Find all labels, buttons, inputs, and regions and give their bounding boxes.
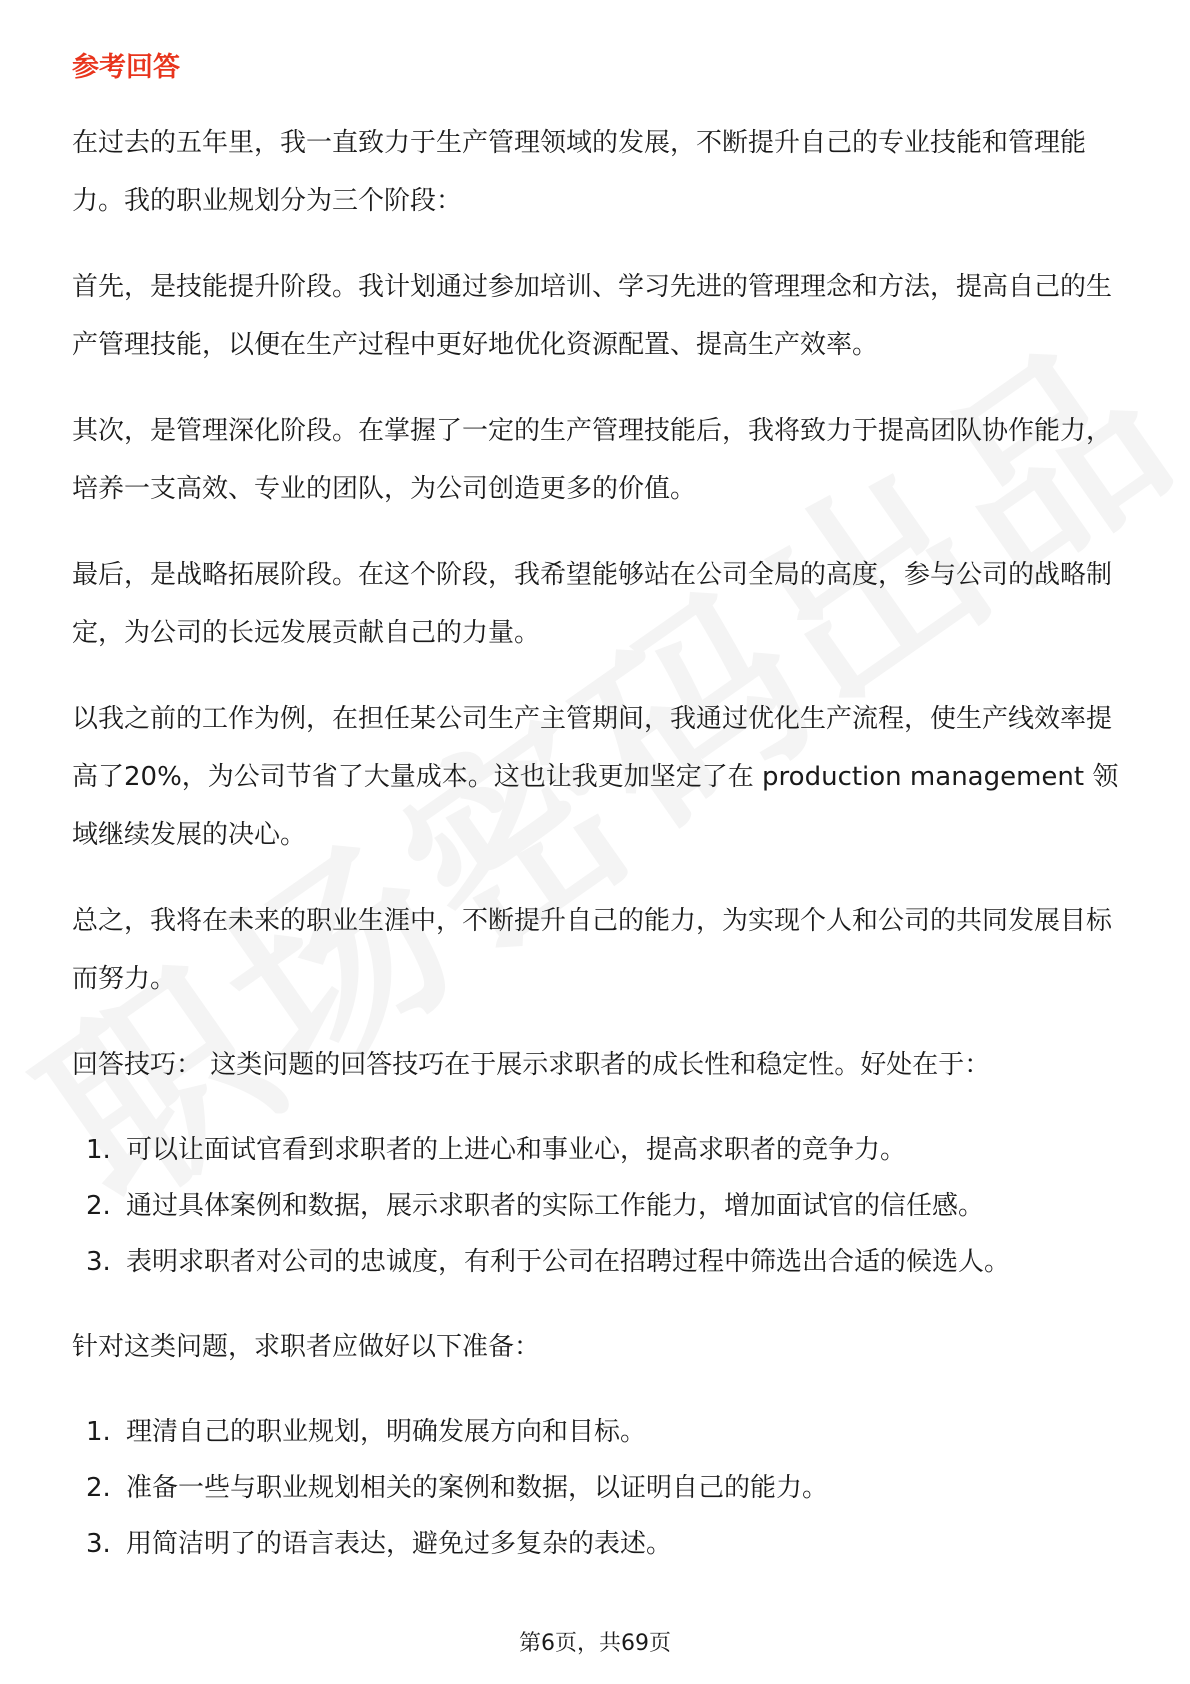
- list-text: 准备一些与职业规划相关的案例和数据，以证明自己的能力。: [126, 1473, 829, 1503]
- paragraph: 最后，是战略拓展阶段。在这个阶段，我希望能够站在公司全局的高度，参与公司的战略制定，为公司的长远发展贡献自己的力量。: [72, 560, 1113, 648]
- page-footer: 第6页，共69页: [519, 1631, 671, 1656]
- list-number: 3.: [86, 1247, 111, 1277]
- list-item: [72, 1516, 1120, 1572]
- list-item: [72, 1234, 1120, 1290]
- section-heading: 参考回答: [72, 52, 180, 83]
- paragraph: 其次，是管理深化阶段。在掌握了一定的生产管理技能后，我将致力于提高团队协作能力，培养一支高效、专业的团队，为公司创造更多的价值。: [72, 416, 1113, 504]
- paragraph: 以我之前的工作为例，在担任某公司生产主管期间，我通过优化生产流程，使生产线效率提高了20%，为公司节省了大量成本。这也让我更加坚定了在 production management 领域继续发展的决心。: [72, 704, 1119, 850]
- list-text: 表明求职者对公司的忠诚度，有利于公司在招聘过程中筛选出合适的候选人。: [126, 1247, 1011, 1277]
- list-number: 3.: [86, 1529, 111, 1559]
- list-item: [72, 1178, 1120, 1234]
- list-item: [72, 1404, 1120, 1460]
- list-text: 通过具体案例和数据，展示求职者的实际工作能力，增加面试官的信任感。: [126, 1191, 985, 1221]
- paragraph: 首先，是技能提升阶段。我计划通过参加培训、学习先进的管理理念和方法，提高自己的生产管理技能，以便在生产过程中更好地优化资源配置、提高生产效率。: [72, 272, 1113, 360]
- paragraph: 总之，我将在未来的职业生涯中，不断提升自己的能力，为实现个人和公司的共同发展目标而努力。: [72, 906, 1113, 994]
- paragraph: 在过去的五年里，我一直致力于生产管理领域的发展，不断提升自己的专业技能和管理能力。我的职业规划分为三个阶段：: [72, 128, 1087, 216]
- tips-intro: 回答技巧： 这类问题的回答技巧在于展示求职者的成长性和稳定性。好处在于：: [72, 1050, 991, 1080]
- list-number: 1.: [86, 1417, 111, 1447]
- list-number: 1.: [86, 1135, 111, 1165]
- list-text: 可以让面试官看到求职者的上进心和事业心，提高求职者的竞争力。: [126, 1135, 907, 1165]
- list-text: 理清自己的职业规划，明确发展方向和目标。: [126, 1417, 647, 1447]
- list-number: 2.: [86, 1191, 111, 1221]
- list-number: 2.: [86, 1473, 111, 1503]
- list-text: 用简洁明了的语言表达，避免过多复杂的表述。: [126, 1529, 673, 1559]
- prep-intro: 针对这类问题，求职者应做好以下准备：: [72, 1332, 541, 1362]
- tips-list: [72, 1122, 1120, 1290]
- prep-list: [72, 1404, 1120, 1572]
- document-body: [72, 48, 1120, 1600]
- list-item: [72, 1122, 1120, 1178]
- list-item: [72, 1460, 1120, 1516]
